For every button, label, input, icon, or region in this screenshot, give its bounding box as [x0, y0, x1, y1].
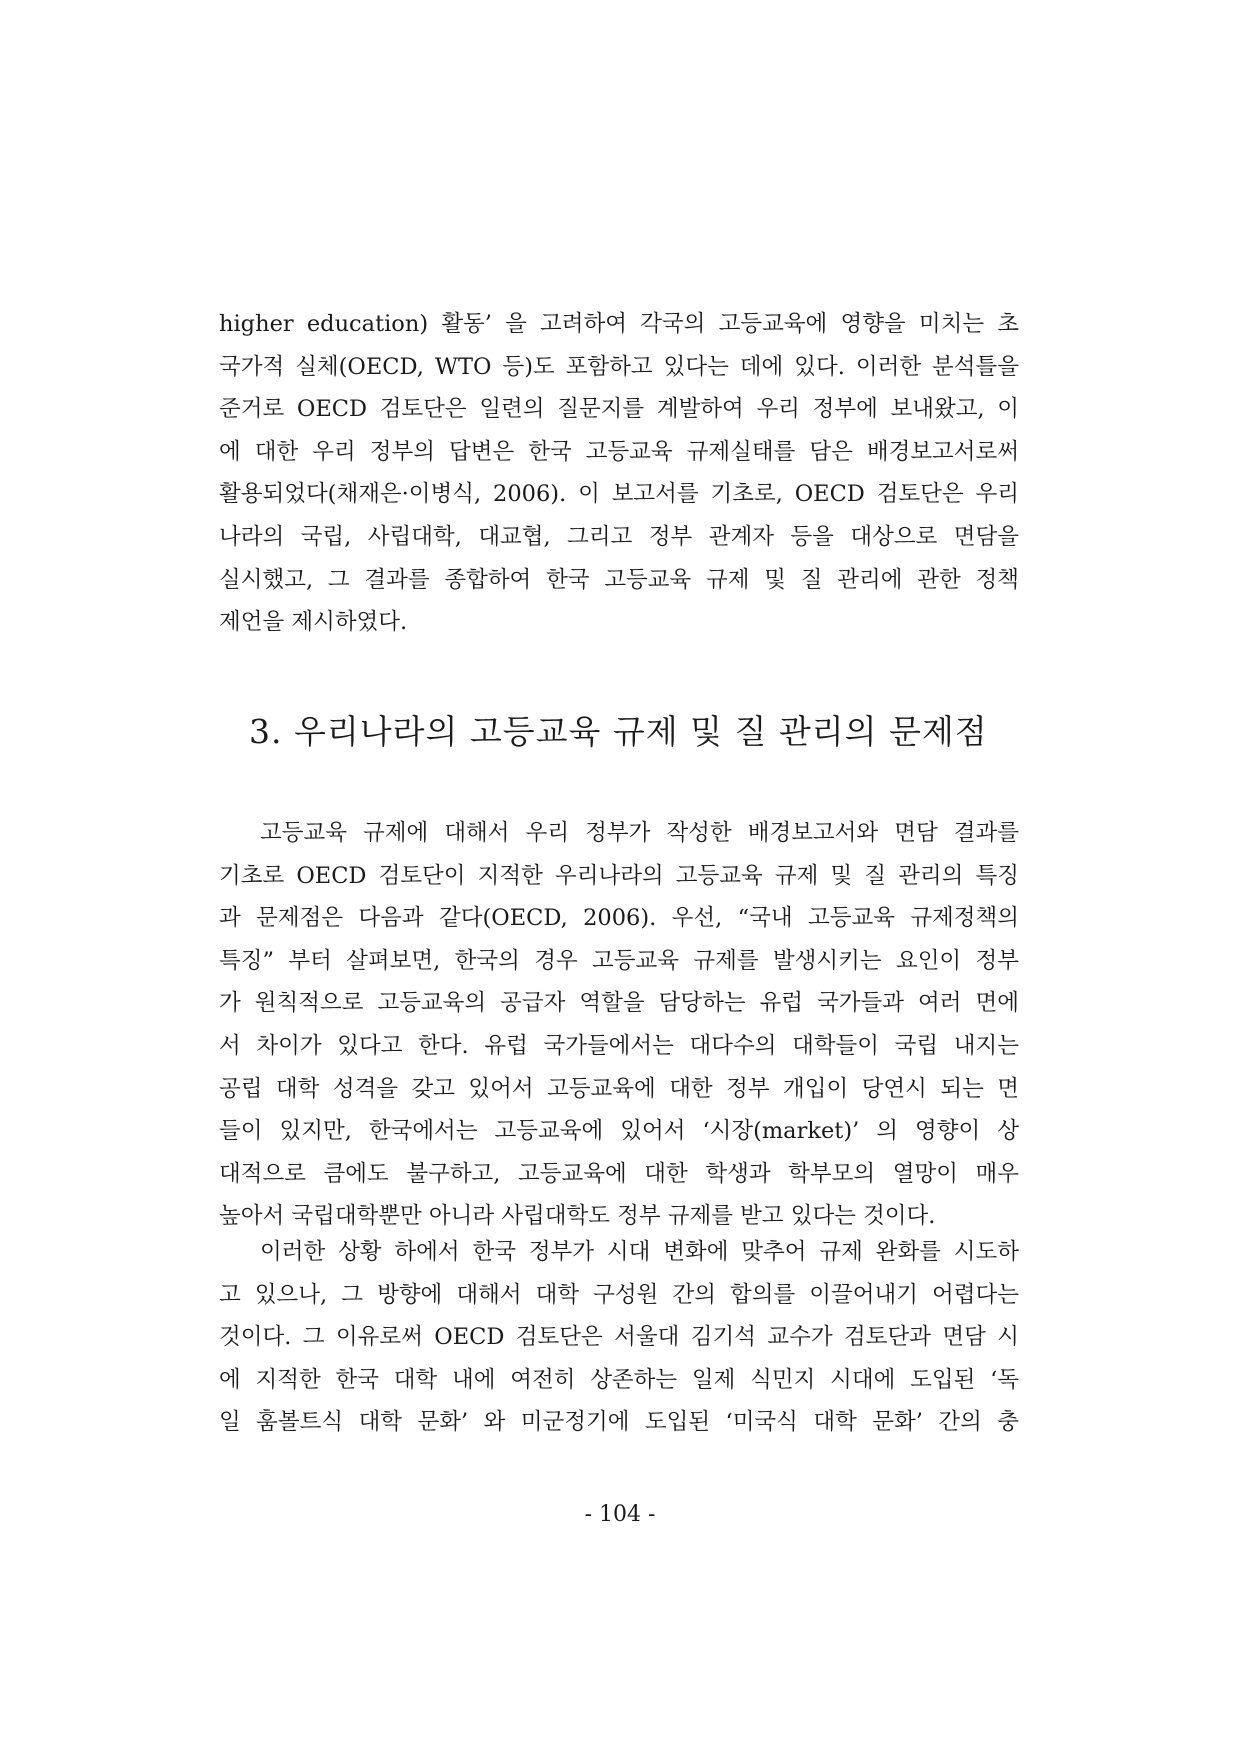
text-line: 높아서 국립대학뿐만 아니라 사립대학도 정부 규제를 받고 있다는 것이다.: [219, 1203, 936, 1230]
text-line: 국가적 실체(OECD, WTO 등)도 포함하고 있다는 데에 있다. 이러한 분석틀을: [219, 353, 1019, 380]
text-line: 활용되었다(채재은·이병식, 2006). 이 보고서를 기초로, OECD 검토단은 우리: [219, 481, 1019, 508]
text-line: higher education) 활동’ 을 고려하여 각국의 고등교육에 영향을 미치는 초: [219, 311, 1019, 337]
section-heading: 3. 우리나라의 고등교육 규제 및 질 관리의 문제점: [249, 712, 988, 751]
paragraph-intro-continuation: [219, 303, 1019, 644]
text-line: 기초로 OECD 검토단이 지적한 우리나라의 고등교육 규제 및 질 관리의 특징: [219, 862, 1019, 889]
text-line: 실시했고, 그 결과를 종합하여 한국 고등교육 규제 및 질 관리에 관한 정책: [219, 566, 1019, 593]
text-line: 과 문제점은 다음과 같다(OECD, 2006). 우선, “국내 고등교육 규제정책의: [219, 905, 1019, 932]
text-line: 대적으로 큼에도 불구하고, 고등교육에 대한 학생과 학부모의 열망이 매우: [219, 1160, 1019, 1187]
text-line: 에 지적한 한국 대학 내에 여전히 상존하는 일제 식민지 시대에 도입된 ‘독: [219, 1366, 1019, 1393]
text-line: 고등교육 규제에 대해서 우리 정부가 작성한 배경보고서와 면담 결과를: [260, 820, 1019, 846]
paragraph-oecd-findings: [219, 812, 1019, 1238]
text-line: 서 차이가 있다고 한다. 유럽 국가들에서는 대다수의 대학들이 국립 내지는: [219, 1032, 1019, 1059]
text-line: 것이다. 그 이유로써 OECD 검토단은 서울대 김기석 교수가 검토단과 면담 시: [219, 1324, 1019, 1351]
text-line: 이러한 상황 하에서 한국 정부가 시대 변화에 맞추어 규제 완화를 시도하: [260, 1239, 1019, 1265]
paragraph-deregulation: [219, 1231, 1019, 1444]
text-line: 일 훔볼트식 대학 문화’ 와 미군정기에 도입된 ‘미국식 대학 문화’ 간의 충: [219, 1409, 1019, 1436]
text-line: 특징” 부터 살펴보면, 한국의 경우 고등교육 규제를 발생시키는 요인이 정부: [219, 947, 1019, 974]
text-line: 들이 있지만, 한국에서는 고등교육에 있어서 ‘시장(market)’ 의 영향이 상: [219, 1118, 1019, 1145]
text-line: 나라의 국립, 사립대학, 대교협, 그리고 정부 관계자 등을 대상으로 면담을: [219, 523, 1019, 550]
text-line: 준거로 OECD 검토단은 일련의 질문지를 계발하여 우리 정부에 보내왔고, 이: [219, 396, 1019, 423]
text-line: 제언을 제시하였다.: [219, 609, 408, 636]
text-line: 가 원칙적으로 고등교육의 공급자 역할을 담당하는 유럽 국가들과 여러 면에: [219, 990, 1019, 1017]
text-line: 고 있으나, 그 방향에 대해서 대학 구성원 간의 합의를 이끌어내기 어렵다는: [219, 1281, 1019, 1308]
page-number: - 104 -: [584, 1502, 656, 1527]
text-line: 에 대한 우리 정부의 답변은 한국 고등교육 규제실태를 담은 배경보고서로써: [219, 438, 1019, 465]
text-line: 공립 대학 성격을 갖고 있어서 고등교육에 대한 정부 개입이 당연시 되는 면: [219, 1075, 1019, 1102]
